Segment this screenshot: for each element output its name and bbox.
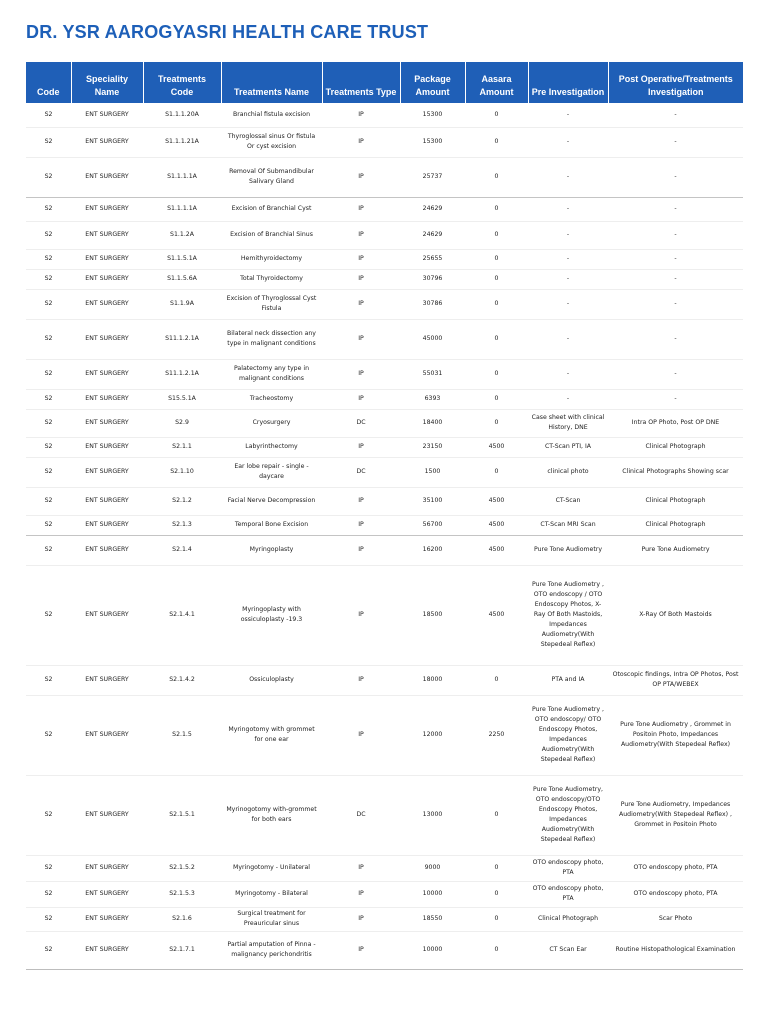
- table-row: [26, 157, 743, 197]
- cell-treatments-type: IP: [322, 103, 400, 127]
- cell-post-investigation: -: [608, 157, 743, 197]
- cell-aasara-amount: 0: [465, 157, 528, 197]
- cell-code: S2: [26, 487, 71, 515]
- cell-treatments-code: S2.1.4.2: [143, 665, 221, 695]
- cell-pre-investigation: -: [528, 359, 608, 389]
- table-row: [26, 695, 743, 775]
- page-title: DR. YSR AAROGYASRI HEALTH CARE TRUST: [26, 22, 429, 42]
- cell-speciality-name: ENT SURGERY: [71, 487, 143, 515]
- cell-aasara-amount: 0: [465, 103, 528, 127]
- cell-pre-investigation: CT-Scan: [528, 487, 608, 515]
- table-row: [26, 665, 743, 695]
- cell-treatments-name: Cryosurgery: [221, 409, 322, 437]
- cell-aasara-amount: 0: [465, 881, 528, 907]
- cell-pre-investigation: Pure Tone Audiometry: [528, 535, 608, 565]
- cell-package-amount: 18000: [400, 665, 465, 695]
- cell-pre-investigation: clinical photo: [528, 457, 608, 487]
- cell-package-amount: 24629: [400, 221, 465, 249]
- cell-pre-investigation: Pure Tone Audiometry , OTO endoscopy / OTO Endoscopy Photos, X-Ray Of Both Mastoids, Impedances Audiometry(With Stepedeal Reflex): [528, 565, 608, 665]
- cell-treatments-type: IP: [322, 157, 400, 197]
- cell-code: S2: [26, 515, 71, 535]
- cell-aasara-amount: 4500: [465, 565, 528, 665]
- table-row: [26, 249, 743, 269]
- table-row: [26, 487, 743, 515]
- cell-treatments-code: S2.1.10: [143, 457, 221, 487]
- cell-package-amount: 35100: [400, 487, 465, 515]
- cell-speciality-name: ENT SURGERY: [71, 515, 143, 535]
- cell-treatments-type: IP: [322, 907, 400, 931]
- cell-speciality-name: ENT SURGERY: [71, 665, 143, 695]
- cell-code: S2: [26, 389, 71, 409]
- cell-treatments-type: IP: [322, 695, 400, 775]
- cell-post-investigation: OTO endoscopy photo, PTA: [608, 881, 743, 907]
- cell-treatments-name: Myringoplasty: [221, 535, 322, 565]
- cell-package-amount: 23150: [400, 437, 465, 457]
- cell-treatments-type: IP: [322, 881, 400, 907]
- cell-treatments-type: IP: [322, 515, 400, 535]
- cell-treatments-code: S2.1.7.1: [143, 931, 221, 969]
- cell-package-amount: 25655: [400, 249, 465, 269]
- cell-aasara-amount: 0: [465, 457, 528, 487]
- table-row: [26, 775, 743, 855]
- cell-speciality-name: ENT SURGERY: [71, 127, 143, 157]
- cell-code: S2: [26, 157, 71, 197]
- cell-post-investigation: Scar Photo: [608, 907, 743, 931]
- treatments-table: [26, 62, 743, 970]
- cell-treatments-type: IP: [322, 319, 400, 359]
- cell-aasara-amount: 4500: [465, 487, 528, 515]
- cell-treatments-code: S2.1.3: [143, 515, 221, 535]
- cell-post-investigation: -: [608, 389, 743, 409]
- cell-speciality-name: ENT SURGERY: [71, 269, 143, 289]
- cell-package-amount: 15300: [400, 103, 465, 127]
- cell-treatments-type: IP: [322, 389, 400, 409]
- cell-post-investigation: Clinical Photograph: [608, 487, 743, 515]
- cell-treatments-name: Bilateral neck dissection any type in malignant conditions: [221, 319, 322, 359]
- cell-pre-investigation: Clinical Photograph: [528, 907, 608, 931]
- cell-speciality-name: ENT SURGERY: [71, 409, 143, 437]
- cell-treatments-name: Myringotomy with grommet for one ear: [221, 695, 322, 775]
- cell-pre-investigation: OTO endoscopy photo, PTA: [528, 855, 608, 881]
- cell-treatments-name: Myrinogotomy with-grommet for both ears: [221, 775, 322, 855]
- cell-package-amount: 18400: [400, 409, 465, 437]
- cell-code: S2: [26, 249, 71, 269]
- cell-pre-investigation: -: [528, 197, 608, 221]
- cell-pre-investigation: -: [528, 221, 608, 249]
- cell-pre-investigation: -: [528, 319, 608, 359]
- table-header-row: [26, 62, 743, 103]
- cell-treatments-code: S1.1.1.1A: [143, 197, 221, 221]
- cell-package-amount: 1500: [400, 457, 465, 487]
- cell-code: S2: [26, 437, 71, 457]
- cell-treatments-code: S2.1.5: [143, 695, 221, 775]
- cell-post-investigation: Clinical Photographs Showing scar: [608, 457, 743, 487]
- cell-package-amount: 18550: [400, 907, 465, 931]
- cell-package-amount: 24629: [400, 197, 465, 221]
- cell-aasara-amount: 0: [465, 855, 528, 881]
- cell-treatments-name: Facial Nerve Decompression: [221, 487, 322, 515]
- cell-post-investigation: Routine Histopathological Examination: [608, 931, 743, 969]
- cell-treatments-type: IP: [322, 565, 400, 665]
- cell-aasara-amount: 0: [465, 221, 528, 249]
- cell-treatments-type: IP: [322, 665, 400, 695]
- table-row: [26, 289, 743, 319]
- cell-treatments-code: S1.1.1.1A: [143, 157, 221, 197]
- table-row: [26, 437, 743, 457]
- cell-aasara-amount: 0: [465, 409, 528, 437]
- table-body: [26, 103, 743, 969]
- cell-treatments-type: IP: [322, 127, 400, 157]
- cell-treatments-name: Excision of Branchial Sinus: [221, 221, 322, 249]
- cell-treatments-code: S11.1.2.1A: [143, 359, 221, 389]
- cell-speciality-name: ENT SURGERY: [71, 907, 143, 931]
- cell-treatments-code: S1.1.2A: [143, 221, 221, 249]
- header-treatments-code: Treatments Code: [143, 62, 221, 103]
- cell-code: S2: [26, 103, 71, 127]
- table-row: [26, 221, 743, 249]
- cell-pre-investigation: -: [528, 269, 608, 289]
- cell-pre-investigation: -: [528, 389, 608, 409]
- cell-post-investigation: -: [608, 249, 743, 269]
- cell-treatments-code: S2.1.5.3: [143, 881, 221, 907]
- cell-post-investigation: -: [608, 269, 743, 289]
- table-row: [26, 907, 743, 931]
- cell-aasara-amount: 0: [465, 931, 528, 969]
- cell-speciality-name: ENT SURGERY: [71, 931, 143, 969]
- header-aasara-amount: Aasara Amount: [465, 62, 528, 103]
- cell-pre-investigation: CT-Scan MRI Scan: [528, 515, 608, 535]
- cell-code: S2: [26, 269, 71, 289]
- cell-aasara-amount: 4500: [465, 515, 528, 535]
- cell-speciality-name: ENT SURGERY: [71, 565, 143, 665]
- table-row: [26, 931, 743, 969]
- cell-aasara-amount: 0: [465, 289, 528, 319]
- cell-treatments-code: S1.1.1.20A: [143, 103, 221, 127]
- cell-treatments-type: IP: [322, 269, 400, 289]
- cell-treatments-name: Excision of Branchial Cyst: [221, 197, 322, 221]
- cell-pre-investigation: -: [528, 103, 608, 127]
- cell-aasara-amount: 0: [465, 359, 528, 389]
- cell-aasara-amount: 0: [465, 319, 528, 359]
- cell-code: S2: [26, 855, 71, 881]
- cell-aasara-amount: 0: [465, 269, 528, 289]
- cell-package-amount: 13000: [400, 775, 465, 855]
- cell-post-investigation: -: [608, 197, 743, 221]
- cell-package-amount: 55031: [400, 359, 465, 389]
- cell-code: S2: [26, 775, 71, 855]
- table-row: [26, 269, 743, 289]
- cell-treatments-type: IP: [322, 931, 400, 969]
- cell-package-amount: 16200: [400, 535, 465, 565]
- cell-post-investigation: -: [608, 359, 743, 389]
- cell-aasara-amount: 2250: [465, 695, 528, 775]
- cell-treatments-name: Myringotomy - Bilateral: [221, 881, 322, 907]
- cell-package-amount: 10000: [400, 881, 465, 907]
- cell-treatments-code: S2.9: [143, 409, 221, 437]
- cell-treatments-name: Myringotomy - Unilateral: [221, 855, 322, 881]
- cell-pre-investigation: Pure Tone Audiometry , OTO endoscopy/ OTO Endoscopy Photos, Impedances Audiometry(With Stepedeal Reflex): [528, 695, 608, 775]
- table-row: [26, 103, 743, 127]
- cell-post-investigation: -: [608, 319, 743, 359]
- cell-treatments-type: IP: [322, 221, 400, 249]
- cell-speciality-name: ENT SURGERY: [71, 695, 143, 775]
- cell-aasara-amount: 0: [465, 389, 528, 409]
- cell-treatments-code: S15.5.1A: [143, 389, 221, 409]
- table-row: [26, 319, 743, 359]
- cell-treatments-type: IP: [322, 197, 400, 221]
- cell-aasara-amount: 0: [465, 197, 528, 221]
- cell-speciality-name: ENT SURGERY: [71, 881, 143, 907]
- cell-treatments-name: Labyrinthectomy: [221, 437, 322, 457]
- cell-package-amount: 30786: [400, 289, 465, 319]
- cell-treatments-code: S1.1.1.21A: [143, 127, 221, 157]
- cell-post-investigation: -: [608, 127, 743, 157]
- cell-package-amount: 45000: [400, 319, 465, 359]
- cell-code: S2: [26, 457, 71, 487]
- cell-post-investigation: -: [608, 221, 743, 249]
- cell-treatments-type: IP: [322, 249, 400, 269]
- cell-package-amount: 10000: [400, 931, 465, 969]
- cell-code: S2: [26, 127, 71, 157]
- cell-speciality-name: ENT SURGERY: [71, 437, 143, 457]
- cell-treatments-type: IP: [322, 289, 400, 319]
- cell-treatments-code: S1.1.5.6A: [143, 269, 221, 289]
- cell-aasara-amount: 0: [465, 907, 528, 931]
- cell-code: S2: [26, 931, 71, 969]
- cell-speciality-name: ENT SURGERY: [71, 157, 143, 197]
- cell-package-amount: 9000: [400, 855, 465, 881]
- cell-post-investigation: Clinical Photograph: [608, 437, 743, 457]
- table-row: [26, 127, 743, 157]
- cell-speciality-name: ENT SURGERY: [71, 221, 143, 249]
- cell-treatments-name: Tracheostomy: [221, 389, 322, 409]
- cell-code: S2: [26, 535, 71, 565]
- header-speciality-name: Speciality Name: [71, 62, 143, 103]
- cell-post-investigation: Clinical Photograph: [608, 515, 743, 535]
- cell-treatments-name: Ossiculoplasty: [221, 665, 322, 695]
- cell-aasara-amount: 4500: [465, 535, 528, 565]
- table-row: [26, 359, 743, 389]
- cell-pre-investigation: -: [528, 249, 608, 269]
- cell-package-amount: 25737: [400, 157, 465, 197]
- table-row: [26, 855, 743, 881]
- header-pre-investigation: Pre Investigation: [528, 62, 608, 103]
- cell-aasara-amount: 4500: [465, 437, 528, 457]
- cell-treatments-code: S2.1.4.1: [143, 565, 221, 665]
- header-treatments-type: Treatments Type: [322, 62, 400, 103]
- cell-post-investigation: Intra OP Photo, Post OP DNE: [608, 409, 743, 437]
- cell-treatments-type: IP: [322, 359, 400, 389]
- cell-code: S2: [26, 319, 71, 359]
- cell-package-amount: 18500: [400, 565, 465, 665]
- table-row: [26, 881, 743, 907]
- cell-treatments-code: S11.1.2.1A: [143, 319, 221, 359]
- cell-post-investigation: X-Ray Of Both Mastoids: [608, 565, 743, 665]
- cell-treatments-name: Palatectomy any type in malignant conditions: [221, 359, 322, 389]
- cell-treatments-type: IP: [322, 535, 400, 565]
- cell-aasara-amount: 0: [465, 775, 528, 855]
- cell-aasara-amount: 0: [465, 127, 528, 157]
- cell-treatments-name: Temporal Bone Excision: [221, 515, 322, 535]
- cell-code: S2: [26, 409, 71, 437]
- cell-aasara-amount: 0: [465, 249, 528, 269]
- cell-treatments-code: S1.1.5.1A: [143, 249, 221, 269]
- cell-pre-investigation: -: [528, 127, 608, 157]
- cell-code: S2: [26, 221, 71, 249]
- cell-treatments-name: Ear lobe repair - single - daycare: [221, 457, 322, 487]
- cell-treatments-name: Partial amputation of Pinna -malignancy perichondritis: [221, 931, 322, 969]
- cell-treatments-name: Thyroglossal sinus Or fistula Or cyst excision: [221, 127, 322, 157]
- cell-treatments-name: Total Thyroidectomy: [221, 269, 322, 289]
- cell-aasara-amount: 0: [465, 665, 528, 695]
- header-code: Code: [26, 62, 71, 103]
- cell-post-investigation: Pure Tone Audiometry , Grommet in Positoin Photo, Impedances Audiometry(With Stepedeal Reflex): [608, 695, 743, 775]
- cell-treatments-code: S2.1.2: [143, 487, 221, 515]
- table-row: [26, 389, 743, 409]
- cell-treatments-type: DC: [322, 457, 400, 487]
- cell-code: S2: [26, 565, 71, 665]
- cell-package-amount: 6393: [400, 389, 465, 409]
- cell-treatments-code: S2.1.5.2: [143, 855, 221, 881]
- cell-treatments-type: DC: [322, 409, 400, 437]
- cell-speciality-name: ENT SURGERY: [71, 289, 143, 319]
- table-row: [26, 515, 743, 535]
- cell-pre-investigation: Pure Tone Audiometry, OTO endoscopy/OTO Endoscopy Photos, Impedances Audiometry(With Stepedeal Reflex): [528, 775, 608, 855]
- cell-package-amount: 56700: [400, 515, 465, 535]
- cell-treatments-name: Excision of Thyroglossal Cyst Fistula: [221, 289, 322, 319]
- cell-post-investigation: -: [608, 103, 743, 127]
- cell-code: S2: [26, 197, 71, 221]
- cell-treatments-type: IP: [322, 855, 400, 881]
- cell-speciality-name: ENT SURGERY: [71, 457, 143, 487]
- cell-speciality-name: ENT SURGERY: [71, 535, 143, 565]
- cell-code: S2: [26, 907, 71, 931]
- cell-treatments-code: S1.1.9A: [143, 289, 221, 319]
- cell-pre-investigation: CT Scan Ear: [528, 931, 608, 969]
- cell-speciality-name: ENT SURGERY: [71, 389, 143, 409]
- cell-pre-investigation: -: [528, 157, 608, 197]
- cell-treatments-name: Surgical treatment for Preauricular sinus: [221, 907, 322, 931]
- header-treatments-name: Treatments Name: [221, 62, 322, 103]
- cell-post-investigation: Pure Tone Audiometry: [608, 535, 743, 565]
- cell-code: S2: [26, 289, 71, 319]
- cell-pre-investigation: CT-Scan PTI, IA: [528, 437, 608, 457]
- cell-code: S2: [26, 665, 71, 695]
- cell-treatments-code: S2.1.4: [143, 535, 221, 565]
- table-row: [26, 197, 743, 221]
- cell-treatments-name: Myringoplasty with ossiculoplasty -19.3: [221, 565, 322, 665]
- table-row: [26, 535, 743, 565]
- cell-speciality-name: ENT SURGERY: [71, 197, 143, 221]
- cell-speciality-name: ENT SURGERY: [71, 775, 143, 855]
- header-post-investigation: Post Operative/Treatments Investigation: [608, 62, 743, 103]
- cell-pre-investigation: -: [528, 289, 608, 319]
- cell-treatments-type: DC: [322, 775, 400, 855]
- cell-treatments-type: IP: [322, 487, 400, 515]
- cell-code: S2: [26, 359, 71, 389]
- cell-treatments-code: S2.1.5.1: [143, 775, 221, 855]
- cell-treatments-name: Removal Of Submandibular Salivary Gland: [221, 157, 322, 197]
- cell-treatments-code: S2.1.1: [143, 437, 221, 457]
- table-row: [26, 565, 743, 665]
- cell-treatments-code: S2.1.6: [143, 907, 221, 931]
- cell-speciality-name: ENT SURGERY: [71, 855, 143, 881]
- cell-treatments-type: IP: [322, 437, 400, 457]
- cell-treatments-name: Branchial fistula excision: [221, 103, 322, 127]
- cell-package-amount: 30796: [400, 269, 465, 289]
- cell-speciality-name: ENT SURGERY: [71, 359, 143, 389]
- table-row: [26, 409, 743, 437]
- cell-post-investigation: Otoscopic findings, Intra OP Photos, Post OP PTA/WEBEX: [608, 665, 743, 695]
- cell-pre-investigation: OTO endoscopy photo, PTA: [528, 881, 608, 907]
- cell-package-amount: 12000: [400, 695, 465, 775]
- cell-code: S2: [26, 881, 71, 907]
- cell-pre-investigation: Case sheet with clinical History, DNE: [528, 409, 608, 437]
- cell-treatments-name: Hemithyroidectomy: [221, 249, 322, 269]
- header-package-amount: Package Amount: [400, 62, 465, 103]
- cell-pre-investigation: PTA and IA: [528, 665, 608, 695]
- cell-post-investigation: OTO endoscopy photo, PTA: [608, 855, 743, 881]
- cell-speciality-name: ENT SURGERY: [71, 103, 143, 127]
- cell-post-investigation: Pure Tone Audiometry, Impedances Audiometry(With Stepedeal Reflex) , Grommet in Positoin Photo: [608, 775, 743, 855]
- cell-code: S2: [26, 695, 71, 775]
- cell-speciality-name: ENT SURGERY: [71, 319, 143, 359]
- cell-package-amount: 15300: [400, 127, 465, 157]
- table-row: [26, 457, 743, 487]
- cell-speciality-name: ENT SURGERY: [71, 249, 143, 269]
- cell-post-investigation: -: [608, 289, 743, 319]
